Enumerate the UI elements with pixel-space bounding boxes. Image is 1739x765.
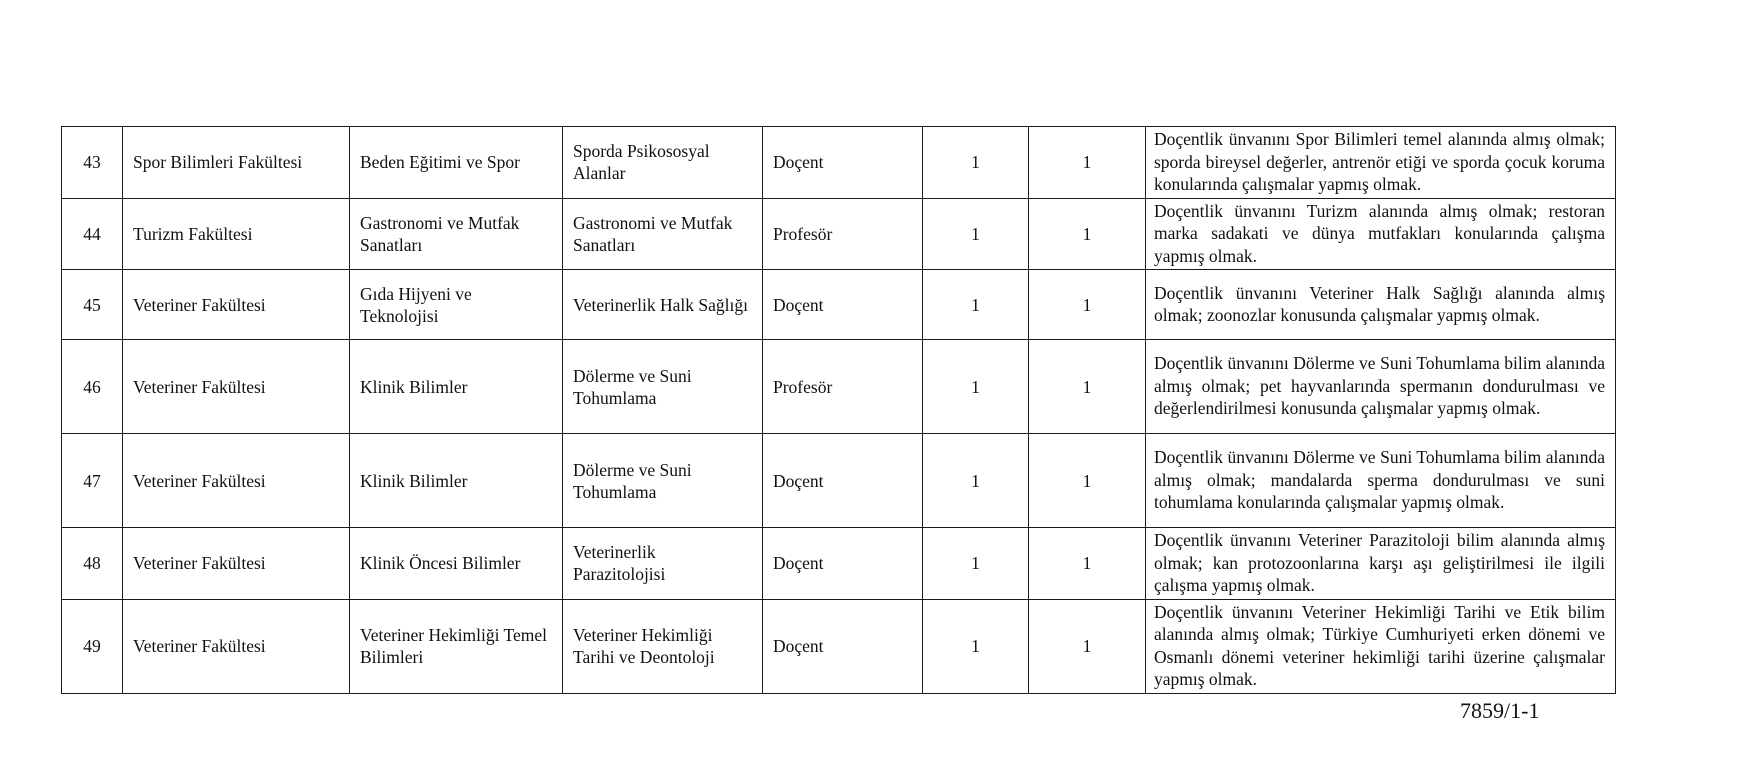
division-name: Sporda Psikososyal Alanlar: [563, 127, 763, 199]
faculty-name: Veteriner Fakültesi: [123, 270, 350, 340]
department-name: Beden Eğitimi ve Spor: [350, 127, 563, 199]
degree-value: 1: [923, 198, 1029, 270]
academic-title: Doçent: [763, 127, 923, 199]
faculty-name: Veteriner Fakültesi: [123, 434, 350, 528]
degree-value: 1: [923, 270, 1029, 340]
table-row: [62, 599, 1616, 693]
faculty-name: Veteriner Fakültesi: [123, 340, 350, 434]
academic-title: Doçent: [763, 434, 923, 528]
faculty-name: Spor Bilimleri Fakültesi: [123, 127, 350, 199]
positions-table: [61, 126, 1616, 694]
faculty-name: Turizm Fakültesi: [123, 198, 350, 270]
division-name: Gastronomi ve Mutfak Sanatları: [563, 198, 763, 270]
requirements-text: Doçentlik ünvanını Turizm alanında almış olmak; restoran marka sadakati ve dünya mutfakları konularında çalışma yapmış olmak.: [1146, 198, 1616, 270]
department-name: Klinik Bilimler: [350, 434, 563, 528]
degree-value: 1: [923, 127, 1029, 199]
row-number: 49: [62, 599, 123, 693]
requirements-text: Doçentlik ünvanını Dölerme ve Suni Tohumlama bilim alanında almış olmak; mandalarda sperma dondurulması ve suni tohumlama konularında çalışmalar yapmış olmak.: [1146, 434, 1616, 528]
requirements-text: Doçentlik ünvanını Spor Bilimleri temel alanında almış olmak; sporda bireysel değerler, antrenör etiği ve sporda çocuk koruma konularında çalışmalar yapmış olmak.: [1146, 127, 1616, 199]
degree-value: 1: [923, 340, 1029, 434]
row-number: 48: [62, 528, 123, 600]
division-name: Veterinerlik Halk Sağlığı: [563, 270, 763, 340]
faculty-name: Veteriner Fakültesi: [123, 528, 350, 600]
academic-title: Profesör: [763, 198, 923, 270]
department-name: Klinik Bilimler: [350, 340, 563, 434]
department-name: Klinik Öncesi Bilimler: [350, 528, 563, 600]
row-number: 47: [62, 434, 123, 528]
division-name: Dölerme ve Suni Tohumlama: [563, 340, 763, 434]
division-name: Veterinerlik Parazitolojisi: [563, 528, 763, 600]
department-name: Gıda Hijyeni ve Teknolojisi: [350, 270, 563, 340]
row-number: 44: [62, 198, 123, 270]
academic-title: Doçent: [763, 270, 923, 340]
position-count: 1: [1029, 599, 1146, 693]
division-name: Dölerme ve Suni Tohumlama: [563, 434, 763, 528]
position-count: 1: [1029, 434, 1146, 528]
table-row: [62, 340, 1616, 434]
degree-value: 1: [923, 599, 1029, 693]
position-count: 1: [1029, 198, 1146, 270]
table-row: [62, 270, 1616, 340]
academic-title: Profesör: [763, 340, 923, 434]
position-count: 1: [1029, 528, 1146, 600]
academic-title: Doçent: [763, 599, 923, 693]
division-name: Veteriner Hekimliği Tarihi ve Deontoloji: [563, 599, 763, 693]
row-number: 46: [62, 340, 123, 434]
academic-title: Doçent: [763, 528, 923, 600]
row-number: 43: [62, 127, 123, 199]
requirements-text: Doçentlik ünvanını Veteriner Halk Sağlığı alanında almış olmak; zoonozlar konusunda çalışmalar yapmış olmak.: [1146, 270, 1616, 340]
table-row: [62, 528, 1616, 600]
table-body: [62, 127, 1616, 694]
position-count: 1: [1029, 127, 1146, 199]
requirements-text: Doçentlik ünvanını Dölerme ve Suni Tohumlama bilim alanında almış olmak; pet hayvanlarında spermanın dondurulması ve değerlendirilmesi konusunda çalışmalar yapmış olmak.: [1146, 340, 1616, 434]
table-row: [62, 127, 1616, 199]
row-number: 45: [62, 270, 123, 340]
department-name: Veteriner Hekimliği Temel Bilimleri: [350, 599, 563, 693]
requirements-text: Doçentlik ünvanını Veteriner Hekimliği Tarihi ve Etik bilim alanında almış olmak; Türkiye Cumhuriyeti erken dönemi ve Osmanlı dönemi veteriner hekimliği tarihi üzerine çalışmalar yapmış olmak.: [1146, 599, 1616, 693]
faculty-name: Veteriner Fakültesi: [123, 599, 350, 693]
position-count: 1: [1029, 270, 1146, 340]
degree-value: 1: [923, 434, 1029, 528]
position-count: 1: [1029, 340, 1146, 434]
department-name: Gastronomi ve Mutfak Sanatları: [350, 198, 563, 270]
document-code: 7859/1-1: [1460, 698, 1540, 723]
table-row: [62, 434, 1616, 528]
requirements-text: Doçentlik ünvanını Veteriner Parazitoloji bilim alanında almış olmak; kan protozoonlarına karşı aşı geliştirilmesi ile ilgili çalışma yapmış olmak.: [1146, 528, 1616, 600]
degree-value: 1: [923, 528, 1029, 600]
table-row: [62, 198, 1616, 270]
